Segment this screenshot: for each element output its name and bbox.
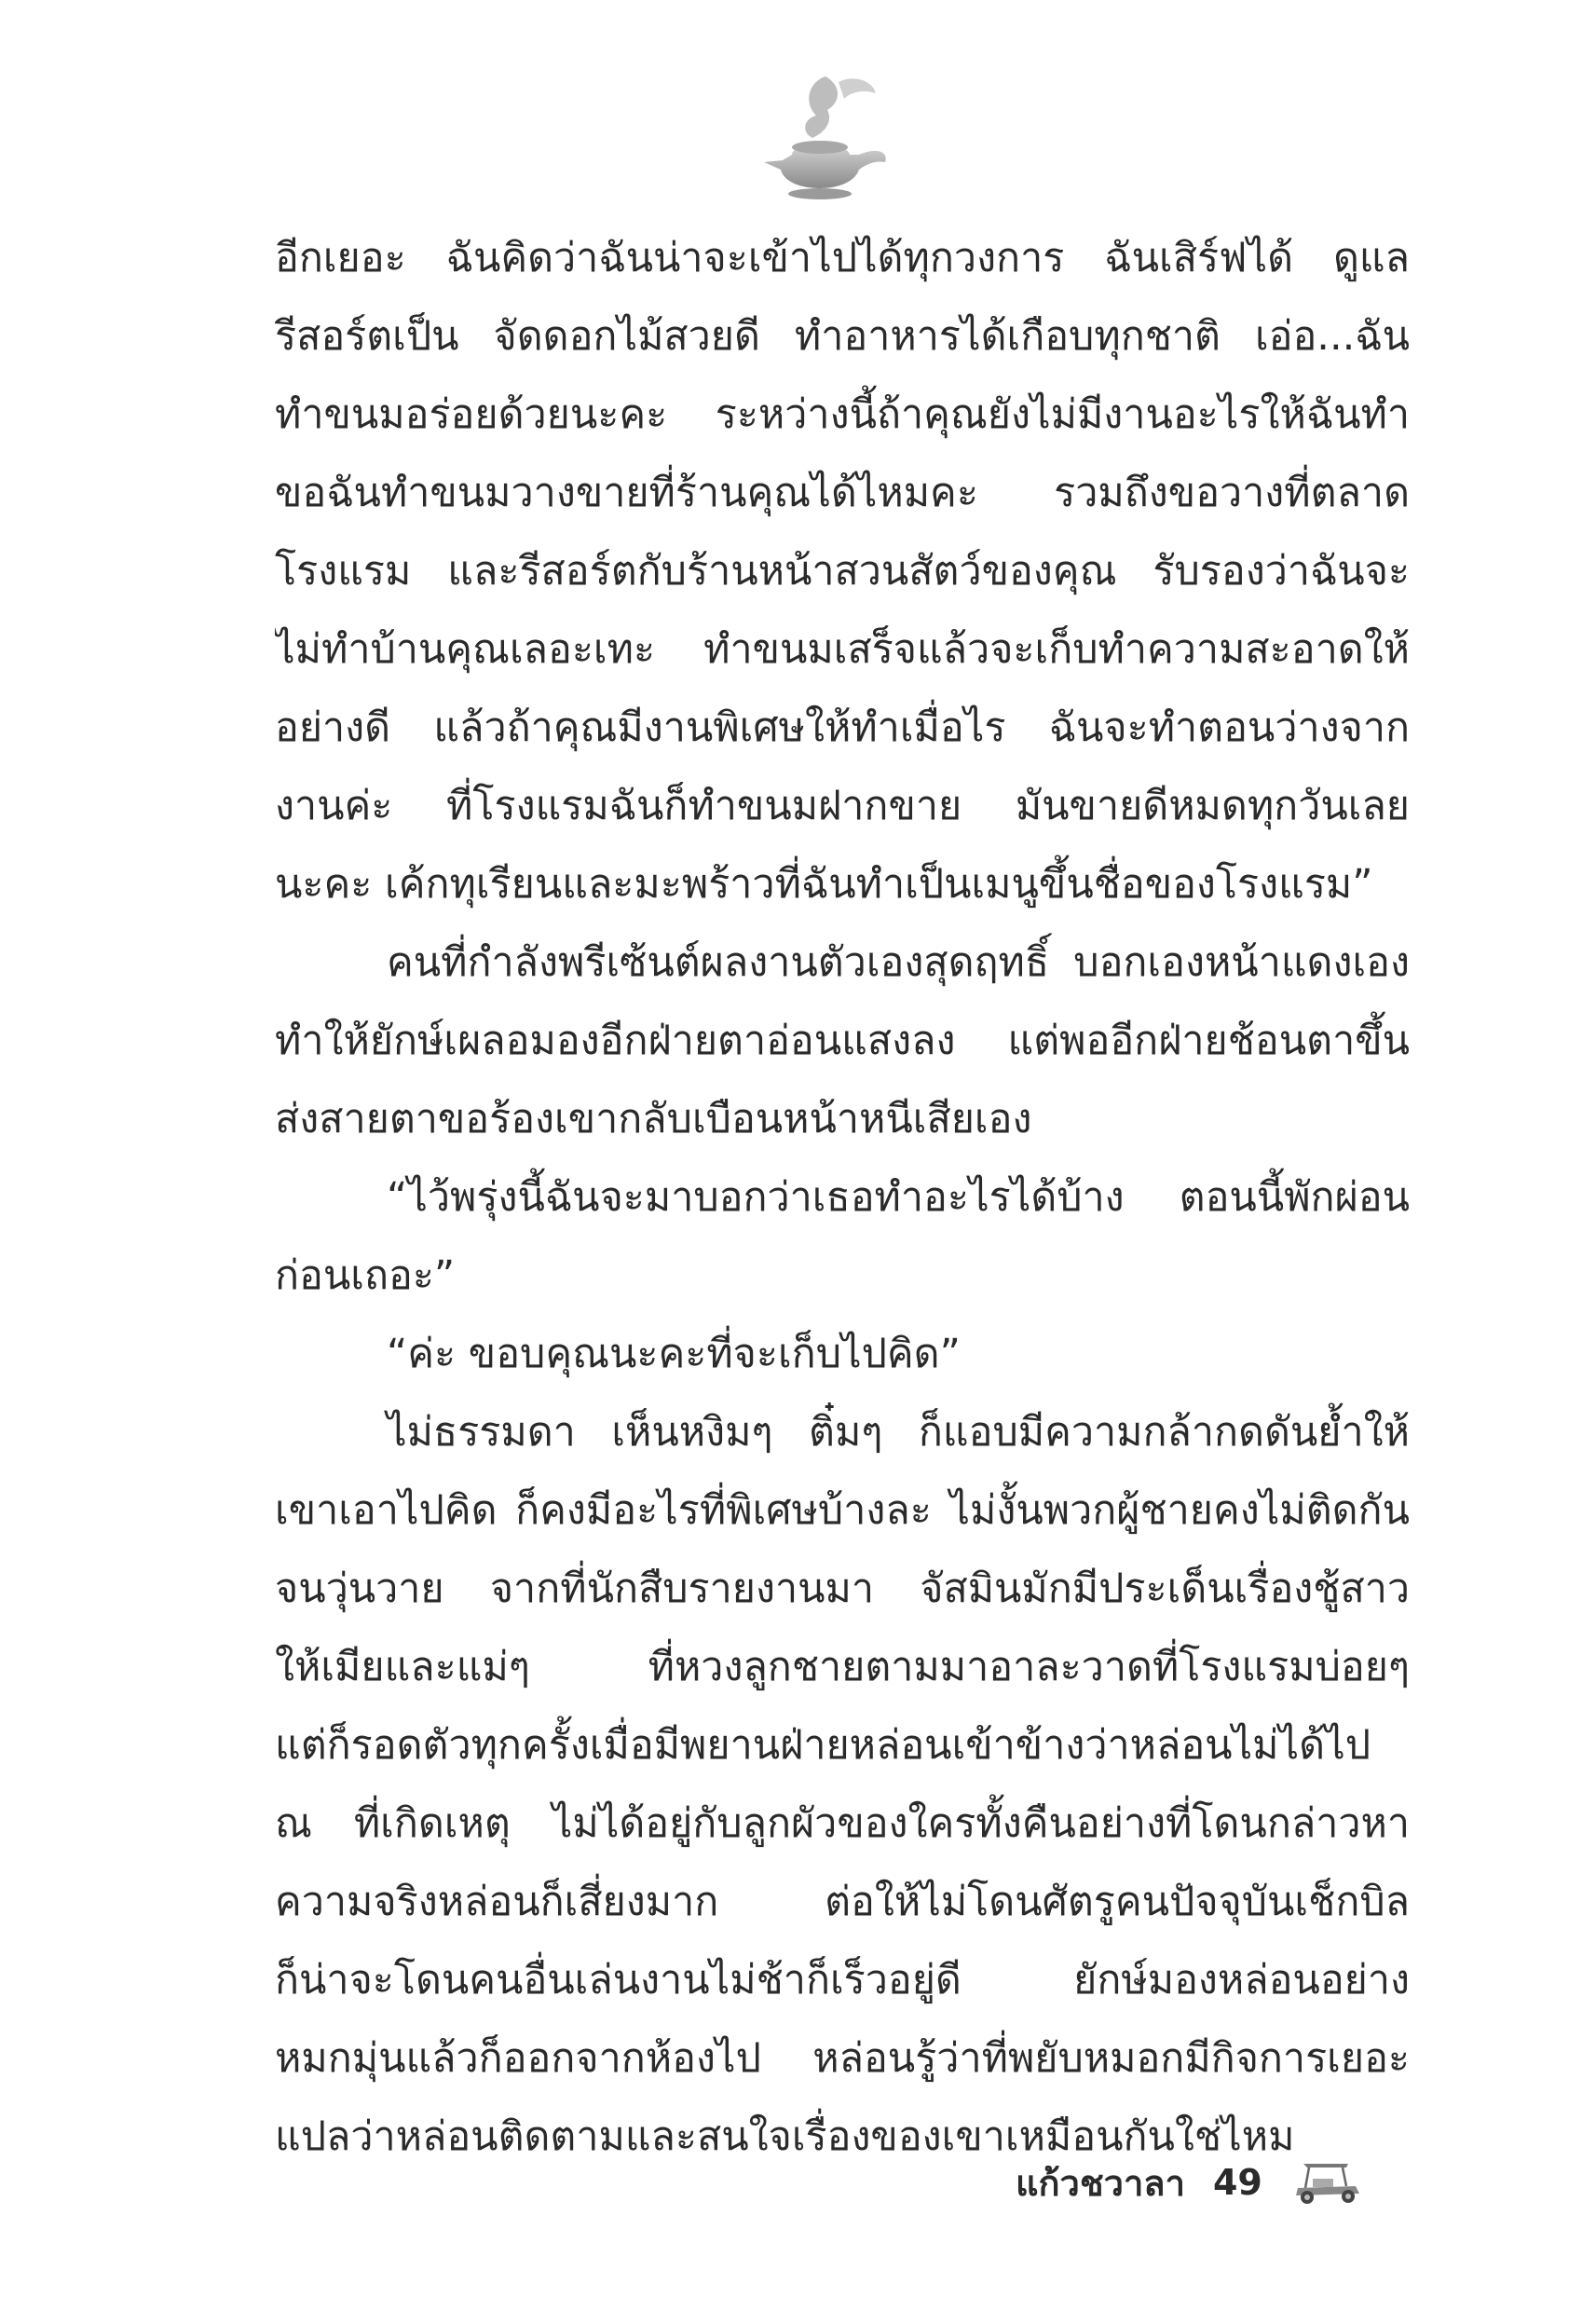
- page-footer: [1016, 2154, 1365, 2210]
- text-line: ขอฉันทำขนมวางขายที่ร้านคุณได้ไหมคะ รวมถึงขอวางที่ตลาด: [275, 470, 1410, 516]
- text-line: คนที่กำลังพรีเซ้นต์ผลงานตัวเองสุดฤทธิ์ บอกเองหน้าแดงเอง: [387, 939, 1410, 986]
- text-line: นะคะ เค้กทุเรียนและมะพร้าวที่ฉันทำเป็นเมนูขึ้นชื่อของโรงแรม”: [275, 861, 1373, 908]
- text-line: อีกเยอะ ฉันคิดว่าฉันน่าจะเข้าไปได้ทุกวงการ ฉันเสิร์ฟได้ ดูแล: [275, 235, 1410, 281]
- text-line: จนวุ่นวาย จากที่นักสืบรายงานมา จัสมินมักมีประเด็นเรื่องชู้สาว: [275, 1566, 1410, 1612]
- text-line: “ค่ะ ขอบคุณนะคะที่จะเก็บไปคิด”: [387, 1331, 961, 1377]
- text-line: อย่างดี แล้วถ้าคุณมีงานพิเศษให้ทำเมื่อไร ฉันจะทำตอนว่างจาก: [275, 704, 1410, 751]
- text-line: เขาเอาไปคิด ก็คงมีอะไรที่พิเศษบ้างละ ไม่งั้นพวกผู้ชายคงไม่ติดกัน: [275, 1487, 1410, 1534]
- text-line: ณ ที่เกิดเหตุ ไม่ได้อยู่กับลูกผัวของใครทั้งคืนอย่างที่โดนกล่าวหา: [275, 1800, 1410, 1847]
- book-title: แก้วชวาลา: [1016, 2162, 1185, 2204]
- text-line: ไม่ทำบ้านคุณเลอะเทะ ทำขนมเสร็จแล้วจะเก็บทำความสะอาดให้: [275, 626, 1410, 673]
- text-line: ให้เมียและแม่ๆ ที่หวงลูกชายตามมาอาละวาดที่โรงแรมบ่อยๆ: [275, 1644, 1410, 1690]
- text-line: ทำให้ยักษ์เผลอมองอีกฝ่ายตาอ่อนแสงลง แต่พออีกฝ่ายช้อนตาขึ้น: [275, 1018, 1410, 1064]
- text-line: ไม่ธรรมดา เห็นหงิมๆ ติ๋มๆ ก็แอบมีความกล้ากดดันย้ำให้: [387, 1409, 1410, 1456]
- text-line: ส่งสายตาขอร้องเขากลับเบือนหน้าหนีเสียเอง: [275, 1096, 1032, 1142]
- text-line: ก่อนเถอะ”: [275, 1252, 456, 1299]
- genie-lamp-icon: [736, 65, 904, 205]
- text-line: ความจริงหล่อนก็เสี่ยงมาก ต่อให้ไม่โดนศัตรูคนปัจจุบันเช็กบิล: [275, 1879, 1410, 1925]
- text-line: โรงแรม และรีสอร์ตกับร้านหน้าสวนสัตว์ของคุณ รับรองว่าฉันจะ: [275, 548, 1410, 595]
- text-line: แต่ก็รอดตัวทุกครั้งเมื่อมีพยานฝ่ายหล่อนเข้าข้างว่าหล่อนไม่ได้ไป: [275, 1722, 1371, 1769]
- text-line: ก็น่าจะโดนคนอื่นเล่นงานไม่ช้าก็เร็วอยู่ดี ยักษ์มองหล่อนอย่าง: [275, 1957, 1410, 2003]
- text-line: หมกมุ่นแล้วก็ออกจากห้องไป หล่อนรู้ว่าที่พยับหมอกมีกิจการเยอะ: [275, 2035, 1410, 2082]
- golf-cart-icon: [1290, 2158, 1365, 2207]
- text-line: รีสอร์ตเป็น จัดดอกไม้สวยดี ทำอาหารได้เกือบทุกชาติ เอ่อ...ฉัน: [275, 313, 1410, 360]
- text-line: “ไว้พรุ่งนี้ฉันจะมาบอกว่าเธอทำอะไรได้บ้าง ตอนนี้พักผ่อน: [387, 1174, 1410, 1221]
- page-number: 49: [1212, 2162, 1262, 2203]
- text-line: งานค่ะ ที่โรงแรมฉันก็ทำขนมฝากขาย มันขายดีหมดทุกวันเลย: [275, 783, 1410, 829]
- text-line: ทำขนมอร่อยด้วยนะคะ ระหว่างนี้ถ้าคุณยังไม่มีงานอะไรให้ฉันทำ: [275, 391, 1410, 438]
- text-line: แปลว่าหล่อนติดตามและสนใจเรื่องของเขาเหมือนกันใช่ไหม: [275, 2113, 1295, 2160]
- body-text: [275, 219, 1410, 2176]
